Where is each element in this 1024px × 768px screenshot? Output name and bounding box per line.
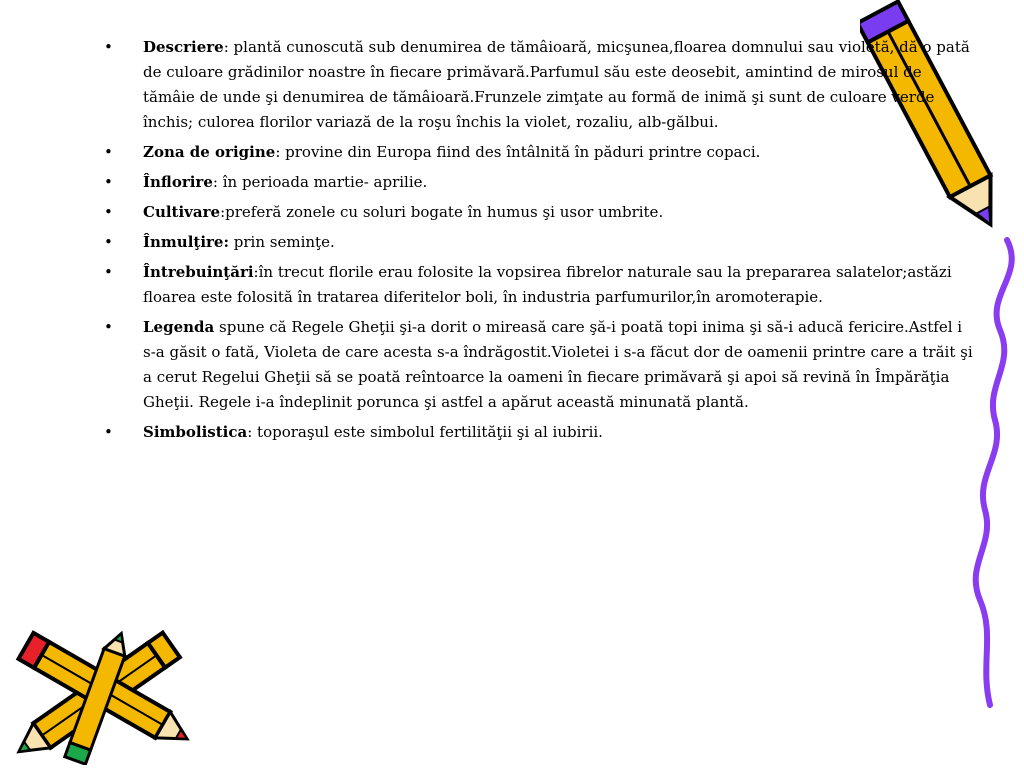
list-item — [104, 140, 974, 165]
item-label: Înmulţire: — [143, 233, 230, 251]
item-text: : toporaşul este simbolul fertilităţii şi al iubirii. — [247, 423, 603, 441]
item-label: Înflorire — [143, 173, 213, 191]
list-item — [104, 35, 974, 135]
bullet-list — [104, 35, 974, 450]
item-text: :în trecut florile erau folosite la vopsirea fibrelor naturale sau la prepararea salatelor;astăzi floarea este folosită în tratarea diferitelor boli, în industria parfumurilor,în aromoterapie. — [143, 263, 952, 306]
list-item — [104, 200, 974, 225]
item-label: Simbolistica — [143, 423, 248, 441]
item-label: Cultivare — [143, 203, 221, 221]
item-text: : plantă cunoscută sub denumirea de tămâioară, micşunea,floarea domnului sau violetă, dă o pată de culoare grădinilor noastre în fiecare primăvară.Parfumul său este deosebit, amintind de mirosul de tămâie de unde şi denumirea de tămâioară.Frunzele zimţate au formă de inimă şi sunt de culoare verde închis; culorea florilor variază de la roşu închis la violet, rozaliu, alb-gălbui. — [143, 38, 970, 131]
list-item — [104, 230, 974, 255]
item-text: prin seminţe. — [229, 233, 335, 251]
item-label: Legenda — [143, 318, 215, 336]
list-item — [104, 315, 974, 415]
item-text: : provine din Europa fiind des întâlnită în păduri printre copaci. — [275, 143, 761, 161]
item-text: spune că Regele Gheţii şi-a dorit o mireasă care şă-i poată topi inima şi să-i aducă fericire.Astfel i s-a găsit o fată, Violeta de care acesta s-a îndrăgostit.Violetei i s-a făcut dor de oamenii printre care a trăit şi a cerut Regelui Gheţii să se poată reîntoarce la oameni în fiecare primăvară şi apoi să revină în Împărăţia Gheţii. Regele i-a îndeplinit porunca şi astfel a apărut această minunată plantă. — [143, 318, 973, 411]
item-label: Zona de origine — [143, 143, 276, 161]
item-text: : în perioada martie- aprilie. — [212, 173, 428, 191]
list-item — [104, 170, 974, 195]
list-item — [104, 260, 974, 310]
crossed-pencils-icon — [0, 615, 210, 765]
item-label: Descriere — [143, 38, 224, 56]
list-item — [104, 420, 974, 445]
item-label: Întrebuinţări — [143, 263, 254, 281]
item-text: :preferă zonele cu soluri bogate în humus şi usor umbrite. — [220, 203, 664, 221]
